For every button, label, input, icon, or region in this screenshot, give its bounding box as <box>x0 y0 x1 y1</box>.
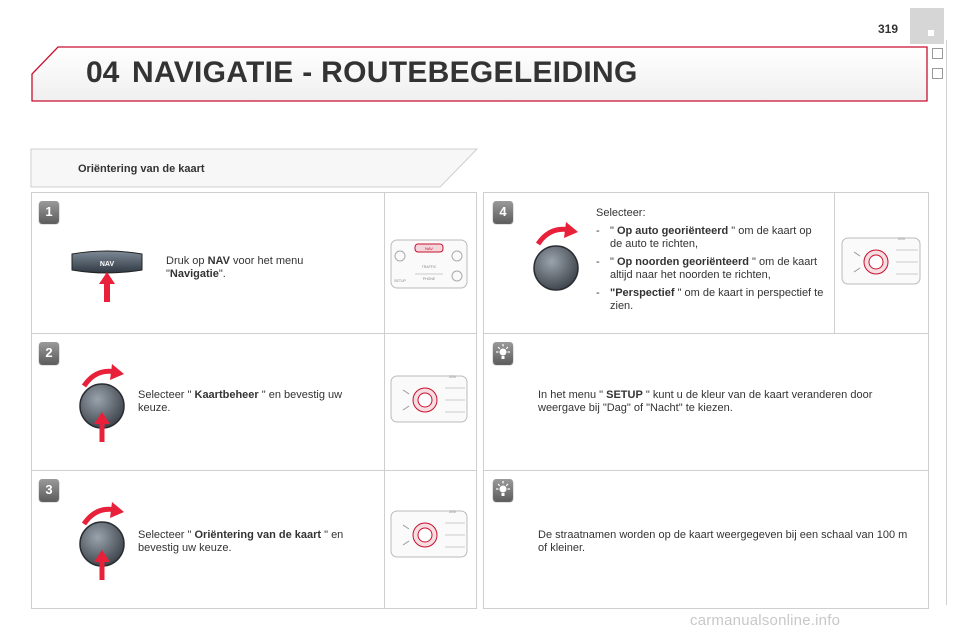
rotary-knob-illustration <box>72 362 134 444</box>
step-1-bold-nav: NAV <box>207 255 230 267</box>
list-item-bold: Op noorden georiënteerd <box>616 256 749 268</box>
rotary-knob-illustration <box>526 220 588 302</box>
list-item-bold: Op auto georiënteerd <box>616 225 729 237</box>
rotary-knob-icon <box>526 220 588 302</box>
step-4-intro: Selecteer: <box>596 207 646 219</box>
list-dash: - <box>596 256 600 268</box>
thumb-205-label: 205 <box>449 509 456 514</box>
lightbulb-icon <box>493 479 513 501</box>
step-1-text-part: Druk op <box>166 255 208 267</box>
page-tab <box>910 8 944 44</box>
list-dash: - <box>596 287 600 299</box>
nav-button-label: NAV <box>99 261 115 268</box>
page-number: 319 <box>878 22 899 36</box>
list-item-text: " <box>610 256 617 268</box>
list-item <box>596 256 824 282</box>
list-item-bold: "Perspectief <box>610 287 675 299</box>
step-1-text-part: voor het menu " <box>166 255 304 280</box>
rotary-knob-illustration <box>72 500 134 582</box>
list-item-text: " om de kaart altijd naar het noorden te richten, <box>610 256 818 281</box>
row-divider <box>483 470 929 471</box>
step-4-console-thumbnail <box>840 232 922 290</box>
thumb-phone-label: PHONE <box>422 277 436 281</box>
step-2-badge: 2 <box>39 342 59 364</box>
nav-button-illustration <box>66 250 148 306</box>
thumb-nav-label: NAV <box>425 246 433 251</box>
step-2-bold-kaartbeheer: Kaartbeheer <box>194 389 259 401</box>
tip-1-text-part: In het menu " <box>538 389 607 401</box>
step-1-bold-navigatie: Navigatie <box>169 268 219 280</box>
row-divider <box>31 470 477 471</box>
step-1-badge: 1 <box>39 201 59 223</box>
step-2-text-part: " en bevestig uw keuze. <box>138 389 343 414</box>
tip-1-text-part: " kunt u de kleur van de kaart veranderen door weergave bij "Dag" of "Nacht" te kiezen. <box>538 389 873 414</box>
section-title: Oriëntering van de kaart <box>78 163 205 175</box>
step-1-console-thumbnail <box>389 236 469 292</box>
chapter-marker-square <box>932 48 943 59</box>
list-item-text: " om de kaart in perspectief te zien. <box>610 287 824 312</box>
chapter-number: 04 <box>86 56 120 89</box>
thumb-column-divider <box>384 192 385 609</box>
thumb-205-label: 205 <box>449 374 456 379</box>
list-item-text: " <box>610 225 617 237</box>
sidebar-divider <box>946 40 947 605</box>
step-2-console-thumbnail <box>389 370 469 428</box>
rotary-knob-icon <box>72 362 134 444</box>
list-item-text: " om de kaart op de auto te richten, <box>610 225 812 250</box>
step-3-text-part: Selecteer " <box>138 529 195 541</box>
step-2-text <box>138 389 368 415</box>
tip-1-badge <box>493 342 513 364</box>
step-4-text <box>596 207 824 318</box>
chapter-marker-square <box>932 68 943 79</box>
nav-button-icon <box>66 250 148 306</box>
step-3-text-part: " en bevestig uw keuze. <box>138 529 344 554</box>
page-tab-dot <box>928 30 934 36</box>
watermark: carmanualsonline.info <box>690 612 841 629</box>
lightbulb-icon <box>493 342 513 364</box>
tip-1-bold-setup: SETUP <box>606 389 643 401</box>
thumb-traffic-label: TRAFFIC <box>421 265 437 269</box>
rotary-knob-icon <box>72 500 134 582</box>
step-4-badge: 4 <box>493 201 513 223</box>
step-3-text <box>138 529 370 555</box>
chapter-title: NAVIGATIE - ROUTEBEGELEIDING <box>132 56 638 89</box>
step-1-text-part: ". <box>218 268 226 280</box>
step-3-bold-orientering: Oriëntering van de kaart <box>194 529 322 541</box>
tip-1-text <box>538 389 918 415</box>
thumb-column-divider <box>834 192 835 333</box>
thumb-205-label: 205 <box>898 236 905 241</box>
step-3-console-thumbnail <box>389 505 469 563</box>
step-3-badge: 3 <box>39 479 59 501</box>
step-1-text <box>166 255 366 281</box>
list-item <box>596 225 824 251</box>
step-2-text-part: Selecteer " <box>138 389 195 401</box>
tip-2-text: De straatnamen worden op de kaart weergegeven bij een schaal van 100 m of kleiner. <box>538 529 908 554</box>
orientation-options-list <box>596 225 824 313</box>
list-item <box>596 287 824 313</box>
row-divider <box>31 333 477 334</box>
tip-2-badge <box>493 479 513 501</box>
row-divider <box>483 333 929 334</box>
list-dash: - <box>596 225 600 237</box>
thumb-setup-label: SETUP <box>394 279 406 283</box>
